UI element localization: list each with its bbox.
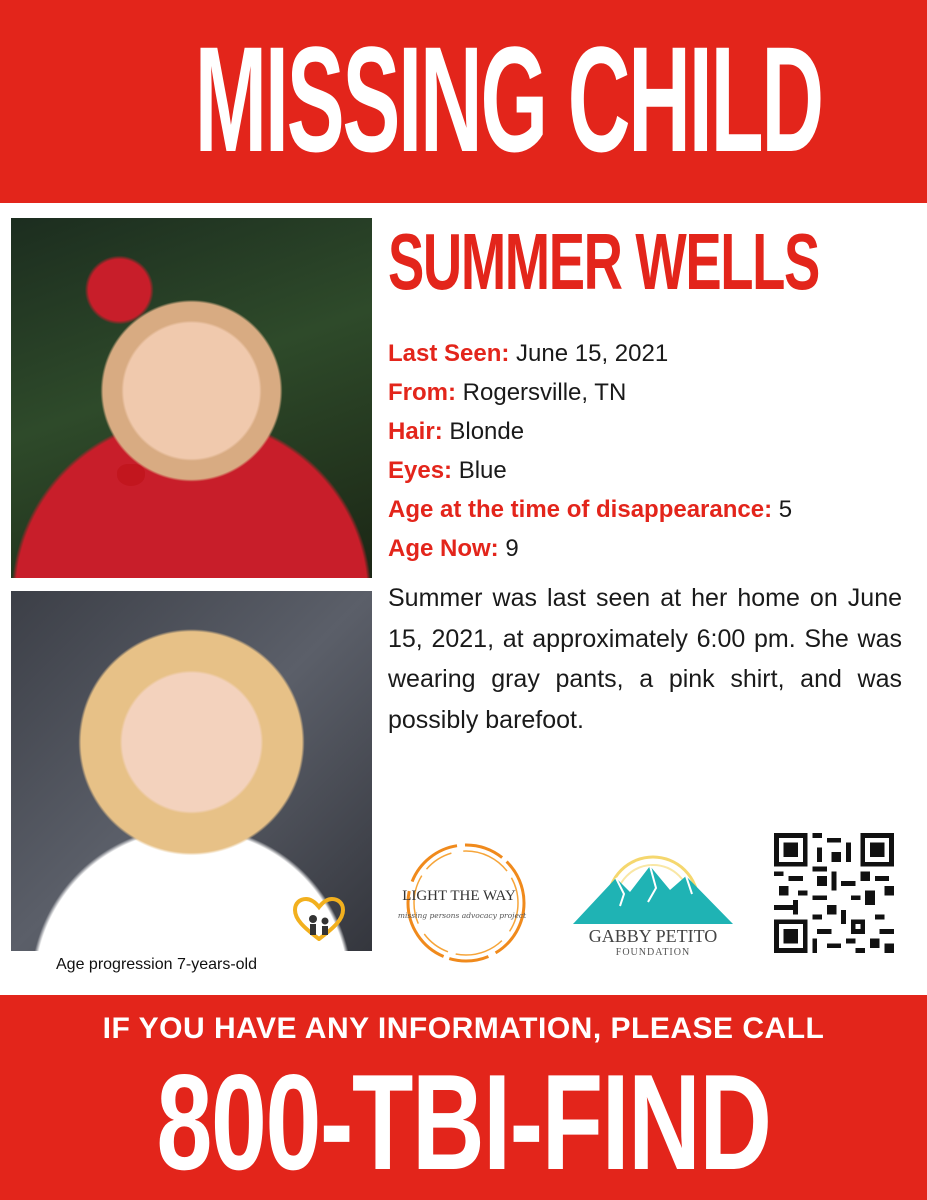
fact-age-at-disappearance	[388, 490, 918, 529]
fact-hair	[388, 412, 918, 451]
facts-list	[388, 334, 918, 568]
gabby-petito-foundation-logo	[568, 836, 738, 962]
fact-last-seen	[388, 334, 918, 373]
fact-from	[388, 373, 918, 412]
disappearance-description: Summer was last seen at her home on June 15, 2021, at approximately 6:00 pm. She was wearing gray pants, a pink shirt, and was possibly barefoot.	[388, 584, 902, 734]
fact-value: June 15, 2021	[516, 340, 669, 367]
photo-caption: Age progression 7-years-old	[56, 956, 257, 973]
fact-value: Blue	[458, 457, 507, 484]
gp-logo-subtitle: FOUNDATION	[615, 947, 691, 958]
page-title: MISSING CHILD	[194, 15, 822, 183]
gp-logo-title: GABBY PETITO	[588, 926, 718, 946]
fact-label: From:	[388, 379, 456, 406]
heart-family-icon	[293, 897, 345, 941]
age-progression-photo	[11, 591, 372, 951]
ltw-logo-subtitle: missing persons advocacy project	[397, 911, 527, 920]
fact-eyes	[388, 451, 918, 490]
footer-banner	[0, 995, 927, 1200]
hair-bow	[117, 464, 145, 486]
ltw-logo-title: LIGHT THE WAY	[402, 888, 516, 904]
fact-label: Age Now:	[388, 535, 499, 562]
light-the-way-logo	[384, 838, 534, 968]
fact-label: Last Seen:	[388, 340, 510, 367]
child-photo	[11, 218, 372, 578]
child-name: SUMMER WELLS	[388, 217, 819, 306]
fact-label: Age at the time of disappearance:	[388, 496, 773, 523]
fact-value: 9	[505, 535, 519, 562]
fact-age-now	[388, 529, 918, 568]
fact-label: Eyes:	[388, 457, 453, 484]
fact-value: Rogersville, TN	[462, 379, 627, 406]
call-prompt: IF YOU HAVE ANY INFORMATION, PLEASE CALL	[102, 1012, 825, 1045]
fact-value: 5	[778, 496, 793, 523]
fact-value: Blonde	[449, 418, 525, 445]
header-banner	[0, 0, 927, 203]
tip-phone-number[interactable]: 800-TBI-FIND	[156, 1046, 771, 1198]
qr-code[interactable]	[774, 833, 894, 953]
fact-label: Hair:	[388, 418, 443, 445]
